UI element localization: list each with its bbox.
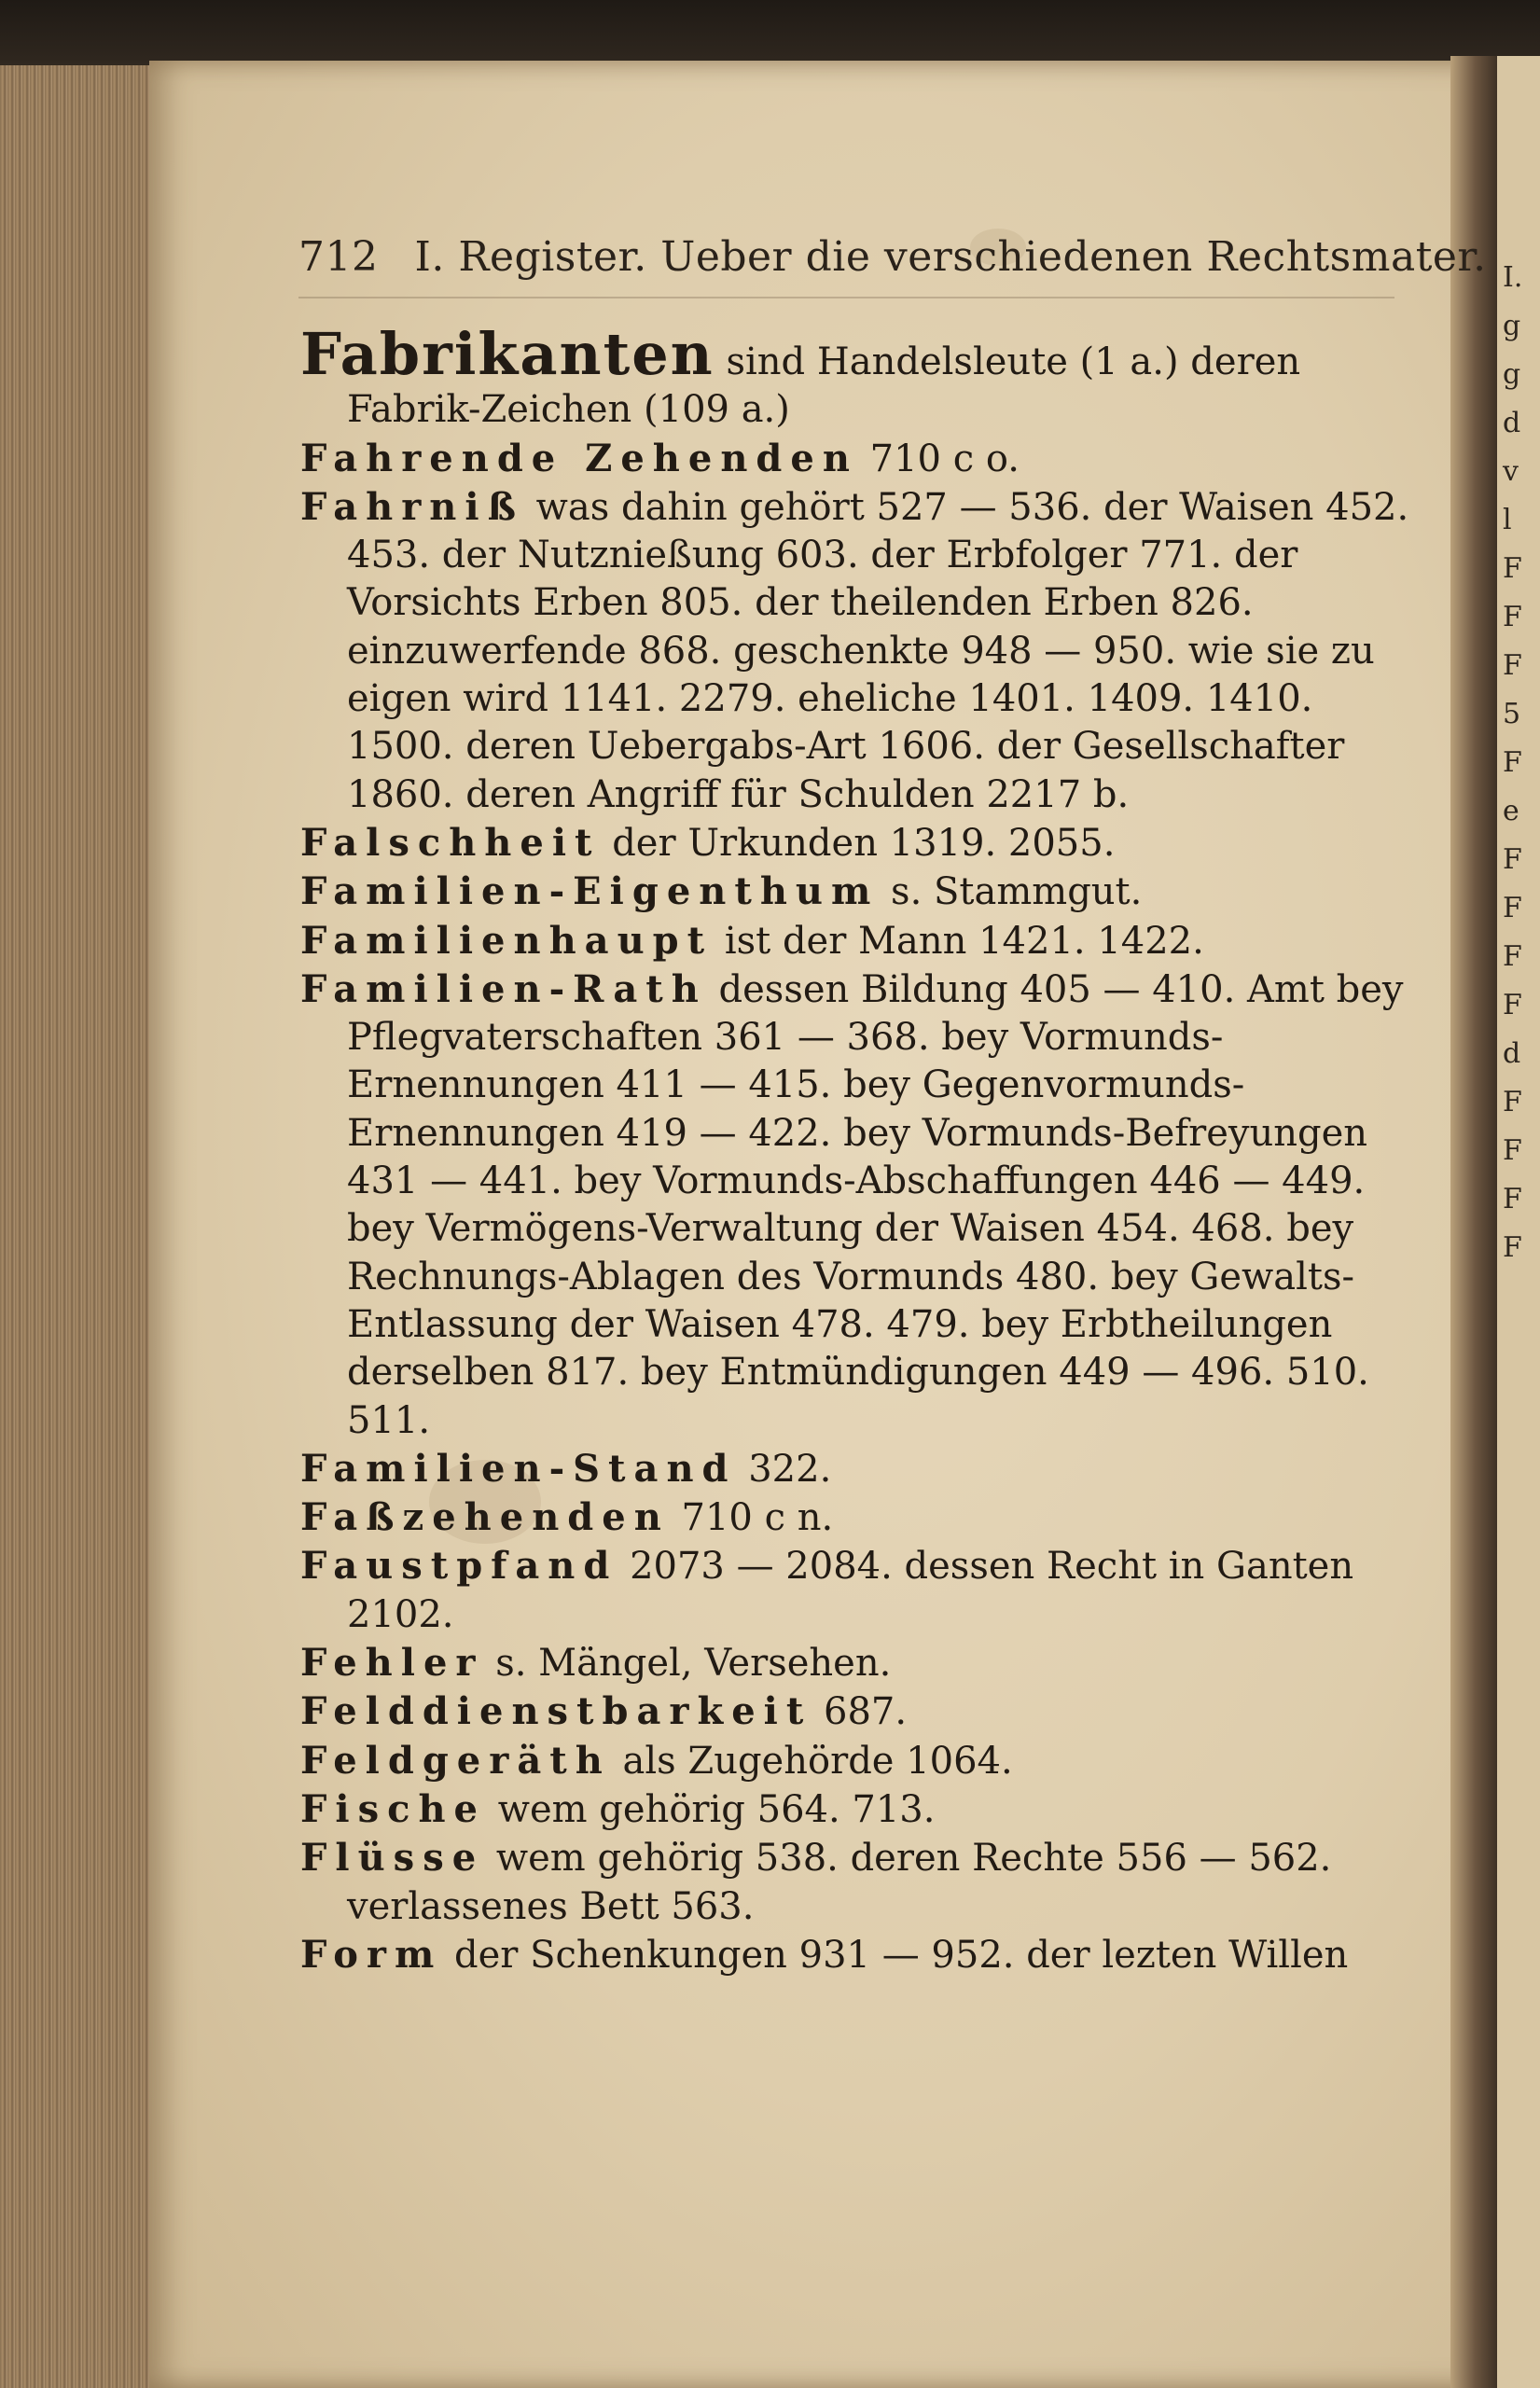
- facing-page-fragment: F: [1503, 843, 1522, 876]
- facing-page-fragment: F: [1503, 552, 1522, 585]
- entry-text: was dahin gehört 527 — 536. der Waisen 452. 453. der Nutznießung 603. der Erbfolger 771. der Vorsichts Erben 805. der theilenden Erben 826. einzuwerfende 868. geschenkte 948 — 950. wie sie zu eigen wird 1141. 2279. eheliche 1401. 1409. 1410. 1500. deren Uebergabs-Art 1606. der Gesellschafter 1860. deren Angriff für Schulden 2217 b.: [347, 485, 1409, 816]
- entry-text: ist der Mann 1421. 1422.: [724, 919, 1204, 963]
- entry-headword: Fische: [300, 1786, 486, 1831]
- facing-page-fragment: F: [1503, 601, 1522, 633]
- facing-page-fragment: F: [1503, 1183, 1522, 1215]
- facing-page-fragment: 5: [1503, 698, 1521, 730]
- register-entry: [300, 1931, 1410, 1979]
- entry-headword: Fabrikanten: [300, 320, 715, 388]
- facing-page-edge: [1497, 56, 1540, 2388]
- register-entries: [300, 320, 1410, 1979]
- facing-page-fragment: F: [1503, 940, 1522, 973]
- facing-page-fragment: g: [1503, 310, 1521, 342]
- running-header: [298, 233, 1487, 289]
- entry-headword: Fahrniß: [300, 484, 524, 529]
- entry-text: der Urkunden 1319. 2055.: [612, 821, 1116, 865]
- page-edges: [0, 65, 154, 2388]
- register-entry: [300, 917, 1410, 965]
- register-entry: [300, 1542, 1410, 1639]
- entry-text: 322.: [748, 1447, 832, 1491]
- entry-text: sind Handelsleute (1 a.) deren Fabrik-Zeichen (109 a.): [347, 340, 1301, 432]
- header-rule: [298, 297, 1394, 298]
- entry-headword: Fehler: [300, 1641, 484, 1686]
- register-entry: [300, 1834, 1410, 1931]
- register-entry: [300, 819, 1410, 868]
- register-entry: [300, 1639, 1410, 1687]
- entry-headword: Familien-Rath: [300, 966, 707, 1011]
- entry-text: s. Stammgut.: [891, 870, 1143, 914]
- facing-page-fragment: F: [1503, 1231, 1522, 1264]
- page-number: 712: [298, 233, 379, 281]
- entry-text: der Schenkungen 931 — 952. der lezten Willen: [454, 1933, 1349, 1977]
- facing-page-fragment: F: [1503, 892, 1522, 924]
- entry-headword: Flüsse: [300, 1836, 485, 1881]
- facing-page-fragment: v: [1503, 455, 1519, 488]
- entry-text: als Zugehörde 1064.: [622, 1739, 1013, 1783]
- entry-text: 710 c o.: [869, 437, 1020, 480]
- page-title: I. Register. Ueber die verschiedenen Rechtsmater.: [414, 233, 1487, 281]
- entry-text: 687.: [824, 1690, 908, 1734]
- entry-headword: Faßzehenden: [300, 1495, 670, 1540]
- entry-headword: Felddienstbarkeit: [300, 1689, 812, 1734]
- entry-text: 710 c n.: [681, 1496, 834, 1540]
- register-entry: [300, 1687, 1410, 1736]
- register-entry: [300, 320, 1410, 435]
- facing-page-fragment: d: [1503, 407, 1521, 439]
- register-entry: [300, 1785, 1410, 1834]
- entry-text: wem gehörig 564. 713.: [497, 1787, 936, 1831]
- entry-headword: Familien-Stand: [300, 1446, 737, 1491]
- facing-page-fragment: F: [1503, 1086, 1522, 1118]
- entry-text: 2073 — 2084. dessen Recht in Ganten 2102.: [347, 1545, 1354, 1636]
- register-entry: [300, 483, 1410, 819]
- facing-page-fragment: F: [1503, 989, 1522, 1021]
- facing-page-fragment: l: [1503, 504, 1512, 536]
- facing-page-fragment: F: [1503, 1134, 1522, 1167]
- entry-headword: Feldgeräth: [300, 1738, 611, 1783]
- register-entry: [300, 868, 1410, 916]
- facing-page-fragment: F: [1503, 746, 1522, 779]
- entry-headword: Falschheit: [300, 820, 601, 865]
- entry-text: s. Mängel, Versehen.: [495, 1642, 892, 1686]
- facing-page-fragment: I.: [1503, 261, 1523, 294]
- entry-text: dessen Bildung 405 — 410. Amt bey Pflegvaterschaften 361 — 368. bey Vormunds-Ernennungen 411 — 415. bey Gegenvormunds-Ernennungen 419 — 422. bey Vormunds-Befreyungen 431 — 441. bey Vormunds-Abschaffungen 446 — 449. bey Vermögens-Verwaltung der Waisen 454. 468. bey Rechnungs-Ablagen des Vormunds 480. bey Gewalts-Entlassung der Waisen 478. 479. bey Erbtheilungen derselben 817. bey Entmündigungen 449 — 496. 510. 511.: [347, 967, 1404, 1442]
- facing-page-fragment: e: [1503, 795, 1519, 827]
- facing-page-fragment: g: [1503, 358, 1521, 391]
- register-entry: [300, 1445, 1410, 1493]
- facing-page-fragment: F: [1503, 649, 1522, 682]
- entry-headword: Fahrende Zehenden: [300, 436, 858, 480]
- facing-page-fragment: d: [1503, 1037, 1521, 1070]
- entry-headword: Faustpfand: [300, 1544, 618, 1589]
- register-entry: [300, 965, 1410, 1445]
- register-entry: [300, 1493, 1410, 1542]
- register-entry: [300, 435, 1410, 483]
- entry-text: wem gehörig 538. deren Rechte 556 — 562. verlassenes Bett 563.: [347, 1837, 1332, 1928]
- entry-headword: Form: [300, 1932, 443, 1977]
- entry-headword: Familien-Eigenthum: [300, 869, 880, 914]
- entry-headword: Familienhaupt: [300, 918, 714, 963]
- register-entry: [300, 1737, 1410, 1785]
